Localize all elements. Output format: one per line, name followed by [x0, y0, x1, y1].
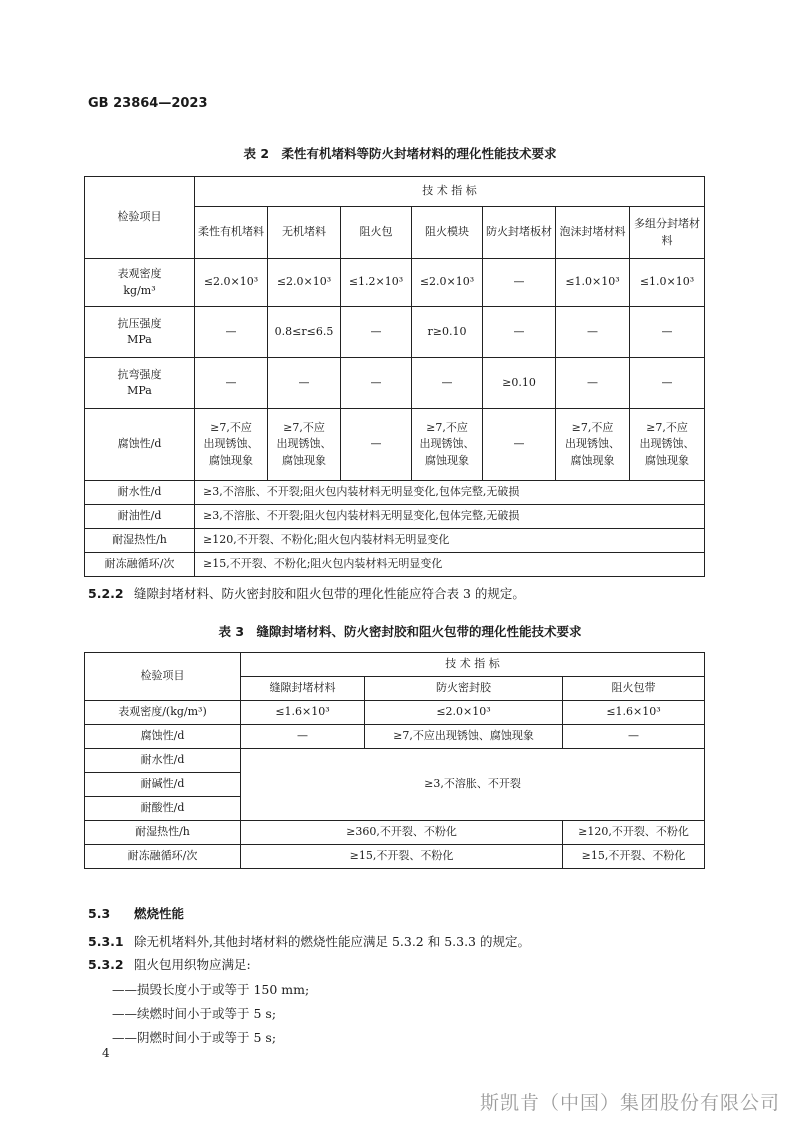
table2-col-header: 柔性有机堵料 — [195, 207, 268, 259]
table2-cell: ≤1.0×10³ — [556, 259, 630, 307]
table2-cell: ≥7,不应 出现锈蚀、 腐蚀现象 — [556, 409, 630, 481]
company-watermark: 斯凯肯（中国）集团股份有限公司 — [479, 1092, 780, 1114]
table3-item-header: 检验项目 — [85, 653, 241, 701]
table2-cell: ≤2.0×10³ — [268, 259, 341, 307]
table2-cell: — — [341, 409, 412, 481]
table2-cell: — — [341, 358, 412, 409]
table2-tech-header: 技 术 指 标 — [195, 177, 705, 207]
table3-tech-header: 技 术 指 标 — [241, 653, 705, 677]
table3-cell: ≤1.6×10³ — [563, 701, 705, 725]
table2-cell: — — [556, 307, 630, 358]
table3-row-label: 耐湿热性/h — [85, 821, 241, 845]
table3-cell: ≥15,不开裂、不粉化 — [241, 845, 563, 869]
table2-cell: — — [630, 358, 705, 409]
table2-item-header: 检验项目 — [85, 177, 195, 259]
table3-col-header: 防火密封胶 — [365, 677, 563, 701]
table3-row-label: 耐碱性/d — [85, 773, 241, 797]
table2-col-header: 无机堵料 — [268, 207, 341, 259]
table2-cell: ≥7,不应 出现锈蚀、 腐蚀现象 — [412, 409, 483, 481]
table2-row-label: 腐蚀性/d — [85, 409, 195, 481]
table3-col-header: 缝隙封堵材料 — [241, 677, 365, 701]
table3-row-label: 表观密度/(kg/m³) — [85, 701, 241, 725]
table2-cell: ≤2.0×10³ — [412, 259, 483, 307]
clause-text: 缝隙封堵材料、防火密封胶和阻火包带的理化性能应符合表 3 的规定。 — [134, 586, 525, 601]
table2-cell: ≥7,不应 出现锈蚀、 腐蚀现象 — [195, 409, 268, 481]
table3-cell: ≤1.6×10³ — [241, 701, 365, 725]
table2-col-header: 阻火模块 — [412, 207, 483, 259]
table2 — [84, 176, 705, 577]
table3-cell: ≥120,不开裂、不粉化 — [563, 821, 705, 845]
table2-row-label: 耐湿热性/h — [85, 529, 195, 553]
table2-cell: — — [412, 358, 483, 409]
table2-cell: — — [483, 307, 556, 358]
table3-row-label: 耐水性/d — [85, 749, 241, 773]
table2-row-label: 抗弯强度 MPa — [85, 358, 195, 409]
table2-cell: ≤1.0×10³ — [630, 259, 705, 307]
table3-row-label: 腐蚀性/d — [85, 725, 241, 749]
table3-cell: ≤2.0×10³ — [365, 701, 563, 725]
table2-cell: ≤2.0×10³ — [195, 259, 268, 307]
table2-col-header: 多组分封堵材料 — [630, 207, 705, 259]
table2-cell: — — [483, 409, 556, 481]
table3-cell: ≥15,不开裂、不粉化 — [563, 845, 705, 869]
table2-merged-cell: ≥15,不开裂、不粉化;阻火包内装材料无明显变化 — [195, 553, 705, 577]
table2-cell: 0.8≤r≤6.5 — [268, 307, 341, 358]
clause-text: 阻火包用织物应满足: — [134, 957, 251, 972]
table2-cell: ≥7,不应 出现锈蚀、 腐蚀现象 — [268, 409, 341, 481]
clause-number: 5.2.2 — [88, 586, 124, 601]
paragraph-5-3-2 — [88, 955, 251, 975]
table3-row-label: 耐冻融循环/次 — [85, 845, 241, 869]
table3-cell: — — [241, 725, 365, 749]
table2-cell: — — [630, 307, 705, 358]
table2-cell: — — [483, 259, 556, 307]
table2-merged-cell: ≥3,不溶胀、不开裂;阻火包内装材料无明显变化,包体完整,无破损 — [195, 505, 705, 529]
clause-number: 5.3.1 — [88, 934, 124, 949]
table3-cell: — — [563, 725, 705, 749]
table3-cell: ≥7,不应出现锈蚀、腐蚀现象 — [365, 725, 563, 749]
table2-col-header: 防火封堵板材 — [483, 207, 556, 259]
clause-text: 除无机堵料外,其他封堵材料的燃烧性能应满足 5.3.2 和 5.3.3 的规定。 — [134, 934, 530, 949]
section-title: 燃烧性能 — [134, 906, 185, 921]
table2-merged-cell: ≥3,不溶胀、不开裂;阻火包内装材料无明显变化,包体完整,无破损 — [195, 481, 705, 505]
table2-row-label: 耐冻融循环/次 — [85, 553, 195, 577]
table2-row-label: 耐油性/d — [85, 505, 195, 529]
table2-cell: ≥0.10 — [483, 358, 556, 409]
table2-cell: — — [195, 358, 268, 409]
table3-row-label: 耐酸性/d — [85, 797, 241, 821]
paragraph-5-3-1 — [88, 932, 530, 952]
list-item: ——续燃时间小于或等于 5 s; — [112, 1006, 277, 1021]
table3-merged-cell: ≥3,不溶胀、不开裂 — [241, 749, 705, 821]
table3-cell: ≥360,不开裂、不粉化 — [241, 821, 563, 845]
list-item: ——阴燃时间小于或等于 5 s; — [112, 1030, 277, 1045]
table2-row-label: 抗压强度 MPa — [85, 307, 195, 358]
section-number: 5.3 — [88, 906, 111, 921]
table2-cell: r≥0.10 — [412, 307, 483, 358]
clause-number: 5.3.2 — [88, 957, 124, 972]
table2-row-label: 耐水性/d — [85, 481, 195, 505]
table2-col-header: 泡沫封堵材料 — [556, 207, 630, 259]
table2-cell: — — [556, 358, 630, 409]
table2-merged-cell: ≥120,不开裂、不粉化;阻火包内装材料无明显变化 — [195, 529, 705, 553]
table2-cell: — — [195, 307, 268, 358]
table2-cell: — — [341, 307, 412, 358]
table2-cell: ≥7,不应 出现锈蚀、 腐蚀现象 — [630, 409, 705, 481]
table2-row-label: 表观密度 kg/m³ — [85, 259, 195, 307]
table2-caption: 表 2 柔性有机堵料等防火封堵材料的理化性能技术要求 — [243, 146, 557, 161]
table3-caption: 表 3 缝隙封堵材料、防火密封胶和阻火包带的理化性能技术要求 — [218, 624, 582, 639]
table3-col-header: 阻火包带 — [563, 677, 705, 701]
requirement-list — [112, 978, 309, 1050]
list-item: ——损毁长度小于或等于 150 mm; — [112, 982, 310, 997]
page-number: 4 — [102, 1046, 110, 1060]
table2-col-header: 阻火包 — [341, 207, 412, 259]
table2-cell: ≤1.2×10³ — [341, 259, 412, 307]
table3 — [84, 652, 705, 869]
table2-cell: — — [268, 358, 341, 409]
standard-number: GB 23864—2023 — [88, 96, 208, 111]
paragraph-5-2-2 — [88, 584, 525, 604]
section-heading — [88, 904, 184, 922]
